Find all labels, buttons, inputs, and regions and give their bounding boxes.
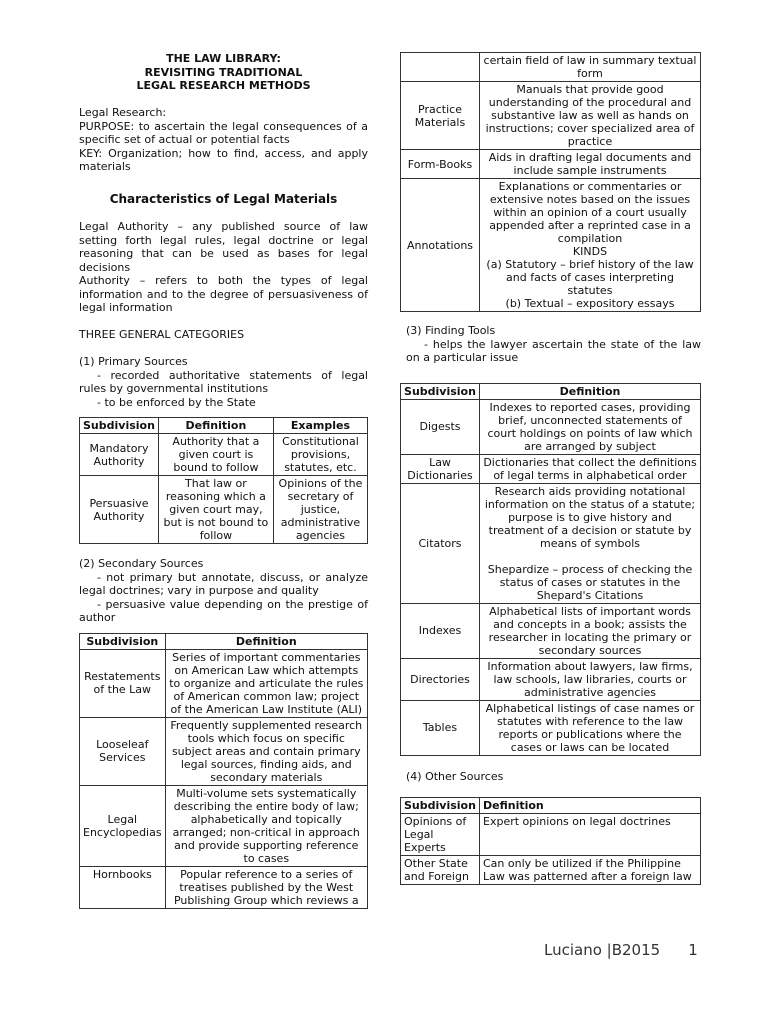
authority-definition: Authority – refers to both the types of legal information and to the degree of persuasiveness of legal information — [79, 274, 368, 314]
finding-bullet: - helps the lawyer ascertain the state of the law on a particular issue — [406, 337, 701, 364]
other-heading: (4) Other Sources — [406, 769, 504, 783]
secondary-heading: (2) Secondary Sources — [79, 557, 204, 570]
table-row: Looseleaf Services Frequently supplemented research tools which focus on specific subject areas and contain primary legal sources, finding aids, and secondary materials — [80, 717, 368, 785]
page-number: 1 — [688, 941, 698, 959]
secondary-sources-table-continued — [400, 52, 701, 312]
other-sources-table — [400, 797, 701, 885]
secondary-sources-table — [79, 633, 368, 909]
primary-bullet: - to be enforced by the State — [97, 395, 256, 409]
table-header-row: Subdivision Definition — [401, 383, 701, 399]
table-row: Persuasive Authority That law or reasoning which a given court may, but is not bound to follow Opinions of the secretary of justice, administrative agencies — [80, 476, 368, 544]
table-row: Form-Books Aids in drafting legal documents and include sample instruments — [401, 150, 701, 179]
right-column — [400, 52, 701, 885]
table-row: Digests Indexes to reported cases, providing brief, unconnected statements of court holdings on points of law which are arranged by subject — [401, 399, 701, 454]
table-header-row: Subdivision Definition — [401, 798, 701, 814]
table-row: Citators Research aids providing notational information on the status of a statute; purpose is to give history and treatment of a decision or statute by means of symbols Shepardize – process of checking the status of cases or statutes in the Shepard's Citations — [401, 483, 701, 603]
primary-bullet: - recorded authoritative statements of legal rules by governmental institutions — [79, 368, 368, 395]
section-heading-characteristics: Characteristics of Legal Materials — [109, 191, 338, 206]
table-row: Mandatory Authority Authority that a given court is bound to follow Constitutional provisions, statutes, etc. — [80, 434, 368, 476]
table-row: Law Dictionaries Dictionaries that collect the definitions of legal terms in alphabetical order — [401, 454, 701, 483]
table-row: Other State and Foreign Can only be utilized if the Philippine Law was patterned after a foreign law — [401, 856, 701, 885]
footer-author: Luciano |B2015 — [544, 941, 661, 959]
finding-tools-table — [400, 383, 701, 756]
page-footer — [544, 941, 698, 959]
table-row: Directories Information about lawyers, law firms, law schools, law libraries, courts or administrative agencies — [401, 658, 701, 700]
primary-sources-table — [79, 417, 368, 544]
table-row: Tables Alphabetical listings of case names or statutes with reference to the law reports or publications where the cases or laws can be located — [401, 700, 701, 755]
table-row: Indexes Alphabetical lists of important words and concepts in a book; assists the researcher in locating the primary or secondary sources — [401, 603, 701, 658]
table-row: Restatements of the Law Series of important commentaries on American Law which attempts to organize and articulate the rules of American common law; project of the American Law Institute (ALI) — [80, 649, 368, 717]
table-header-row: Subdivision Definition Examples — [80, 418, 368, 434]
table-row: Hornbooks Popular reference to a series of treatises published by the West Publishing Group which reviews a — [80, 866, 368, 908]
finding-heading: (3) Finding Tools — [406, 324, 496, 337]
table-row: certain field of law in summary textual form — [401, 53, 701, 82]
left-column — [79, 52, 368, 909]
table-header-row: Subdivision Definition — [80, 633, 368, 649]
legal-authority-definition: Legal Authority – any published source of law setting forth legal rules, legal doctrine or legal reasoning that can be used as bases for legal decisions — [79, 220, 368, 274]
secondary-bullet: - persuasive value depending on the prestige of author — [79, 597, 368, 624]
categories-heading: THREE GENERAL CATEGORIES — [79, 328, 245, 341]
table-row: Practice Materials Manuals that provide good understanding of the procedural and substantive law as well as hands on instructions; cover specialized area of practice — [401, 82, 701, 150]
intro-purpose: PURPOSE: to ascertain the legal consequences of a specific set of actual or potential facts — [79, 119, 368, 146]
primary-heading: (1) Primary Sources — [79, 355, 188, 368]
page-title: THE LAW LIBRARY: REVISITING TRADITIONAL LEGAL RESEARCH METHODS — [136, 52, 311, 92]
table-row: Opinions of Legal Experts Expert opinions on legal doctrines — [401, 814, 701, 856]
intro-key: KEY: Organization; how to find, access, and apply materials — [79, 146, 368, 173]
secondary-bullet: - not primary but annotate, discuss, or analyze legal doctrines; vary in purpose and quality — [79, 570, 368, 597]
table-row: Legal Encyclopedias Multi-volume sets systematically describing the entire body of law; alphabetically and topically arranged; non-critical in approach and provide supporting reference to cases — [80, 785, 368, 866]
intro-label: Legal Research: — [79, 106, 167, 119]
table-row: Annotations Explanations or commentaries or extensive notes based on the issues within an opinion of a court usually appended after a reprinted case in a compilation KINDS (a) Statutory – brief history of the law and facts of cases interpreting statutes (b) Textual – expository essays — [401, 179, 701, 312]
